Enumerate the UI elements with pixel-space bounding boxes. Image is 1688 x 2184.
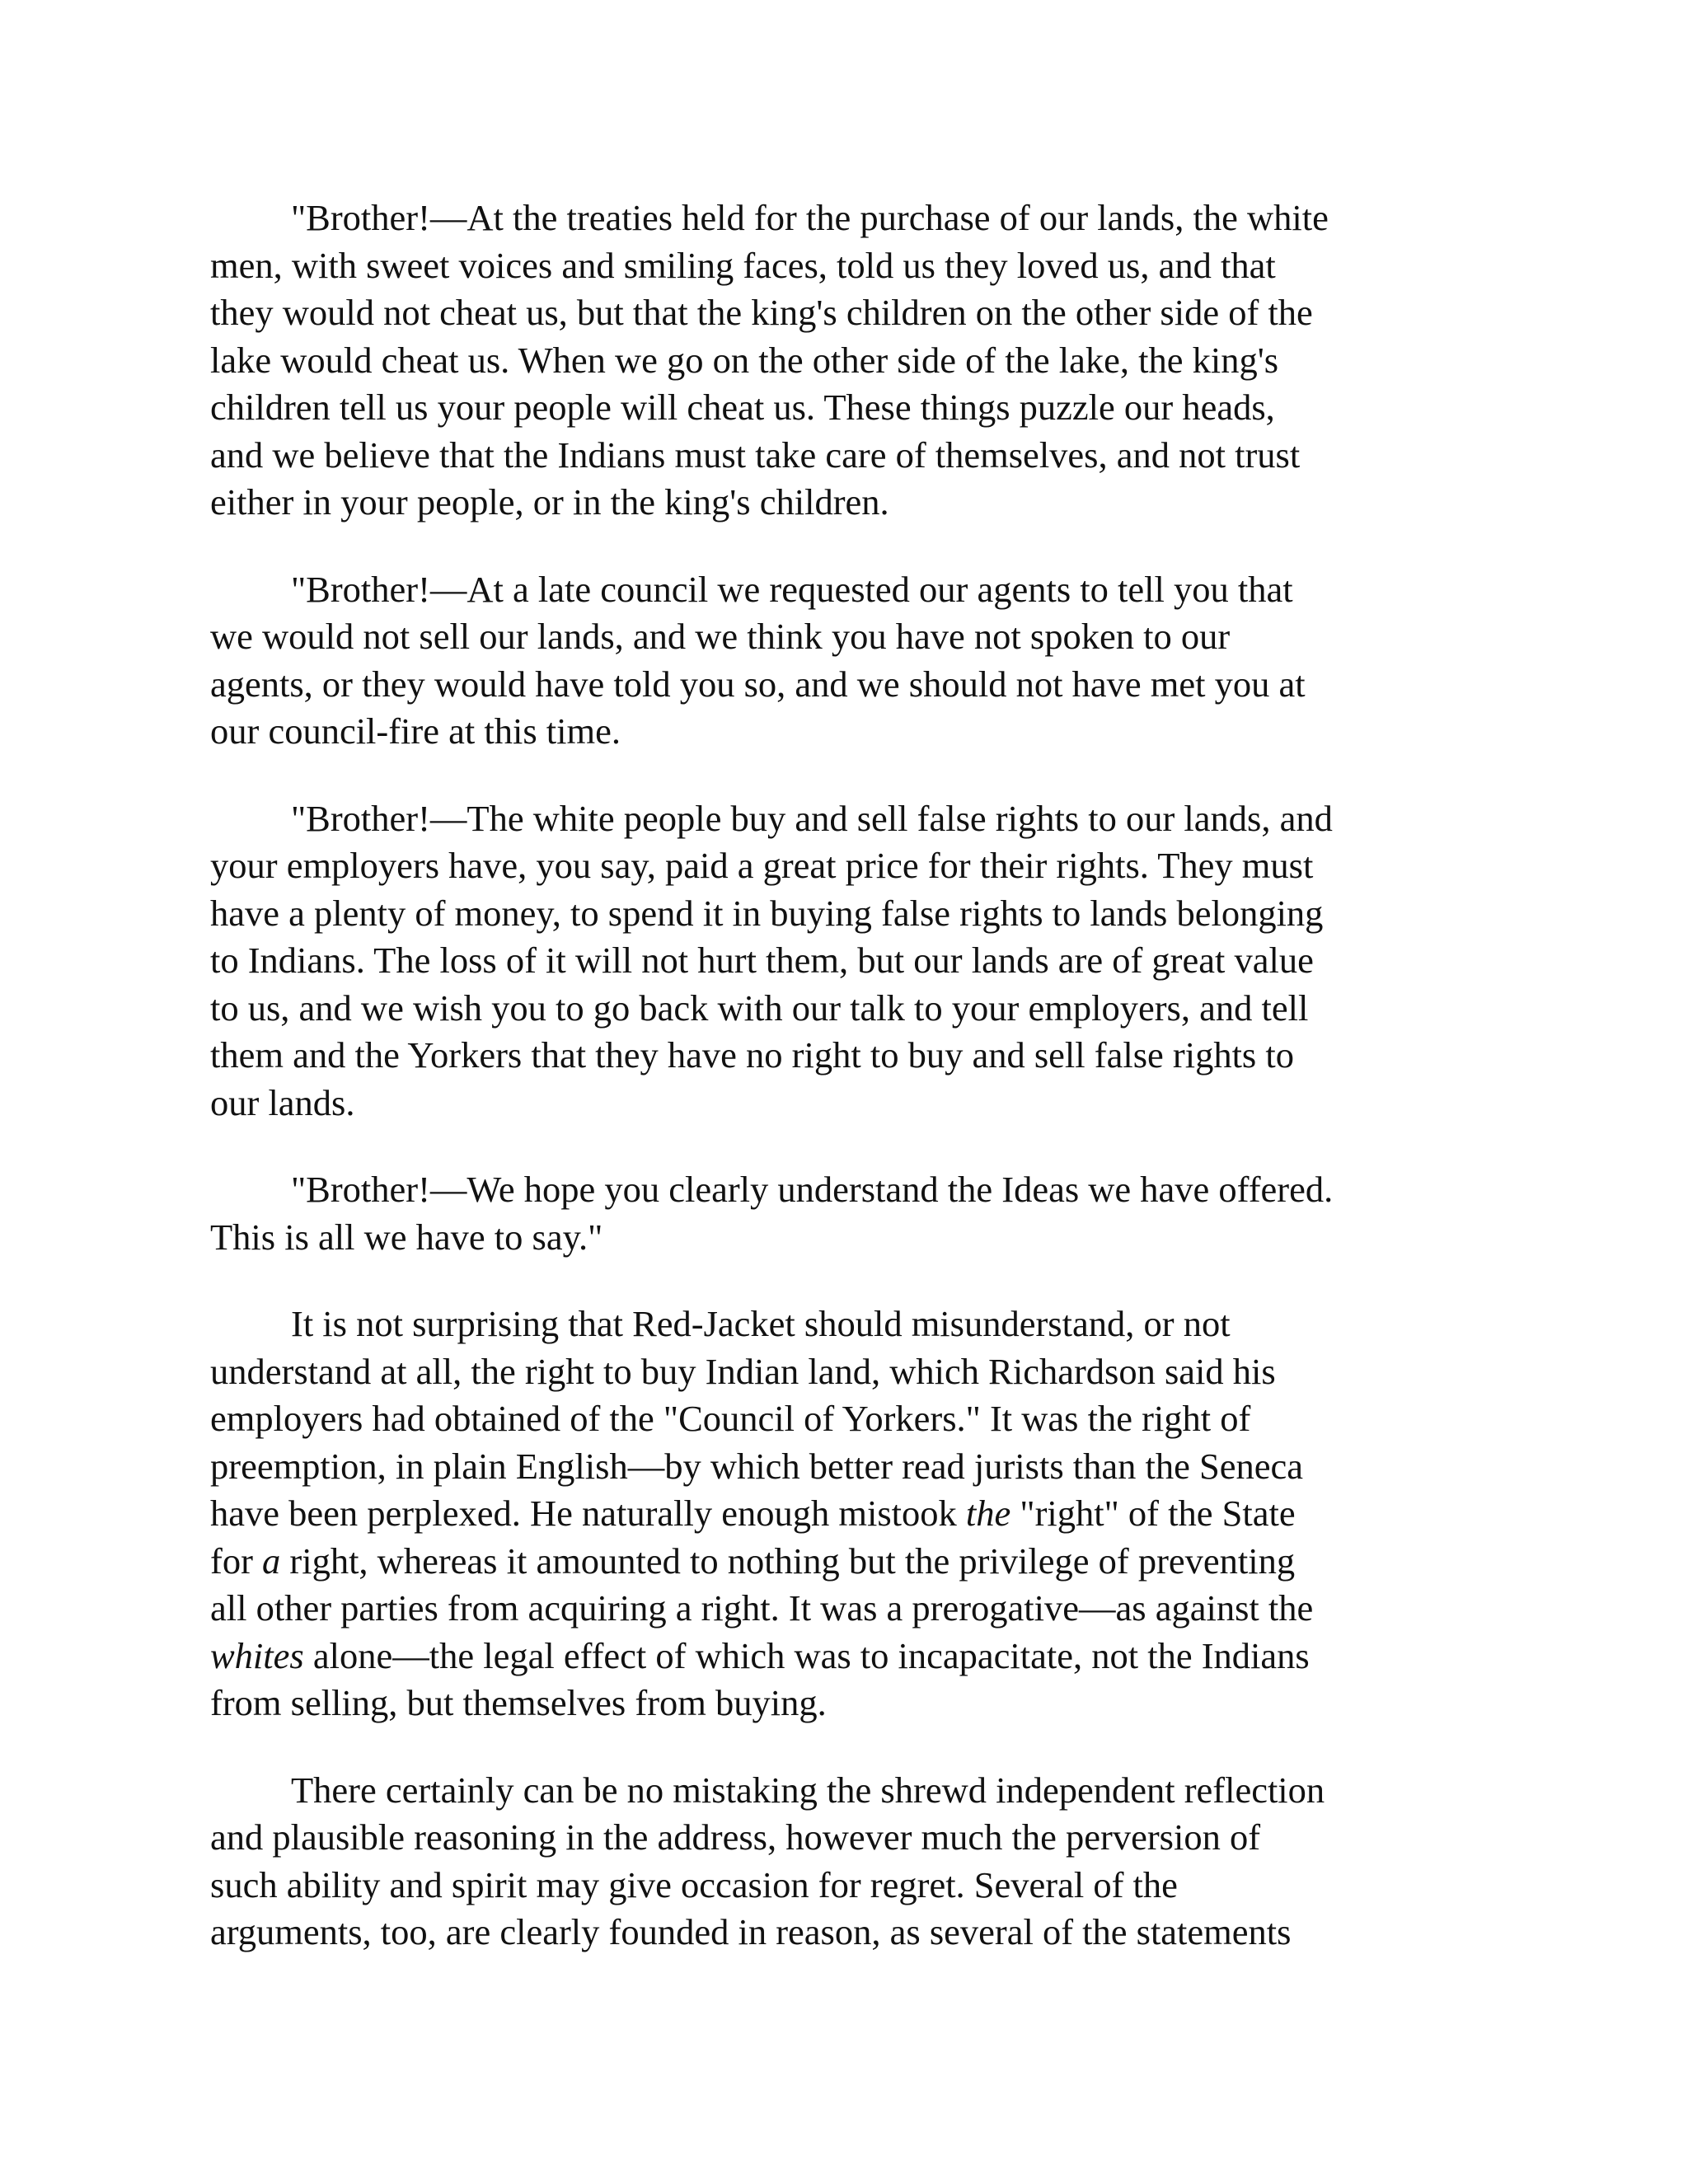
text-line: to Indians. The loss of it will not hurt them, but our lands are of great value: [210, 940, 1314, 981]
text-line: This is all we have to say.": [210, 1216, 603, 1258]
text-run: for: [210, 1540, 263, 1582]
text-line: your employers have, you say, paid a great price for their rights. They must: [210, 845, 1314, 886]
text-line: men, with sweet voices and smiling faces, told us they loved us, and that: [210, 244, 1276, 286]
text-line: [210, 1490, 1488, 1538]
text-line: There certainly can be no mistaking the shrewd independent reflection: [291, 1769, 1325, 1811]
text-line: and plausible reasoning in the address, however much the perversion of: [210, 1816, 1261, 1858]
text-line: understand at all, the right to buy Indian land, which Richardson said his: [210, 1350, 1276, 1392]
text-line: children tell us your people will cheat us. These things puzzle our heads,: [210, 387, 1275, 428]
text-line: all other parties from acquiring a right. It was a prerogative—as against the: [210, 1587, 1314, 1629]
text-line: "Brother!—We hope you clearly understand the Ideas we have offered.: [291, 1169, 1334, 1210]
text-line: to us, and we wish you to go back with our talk to your employers, and tell: [210, 987, 1309, 1029]
italic-run: a: [262, 1540, 281, 1582]
text-line: employers had obtained of the "Council of Yorkers." It was the right of: [210, 1398, 1251, 1439]
text-run: "right" of the State: [1010, 1493, 1296, 1534]
paragraph-2: [210, 566, 1488, 756]
text-line: our council-fire at this time.: [210, 710, 621, 752]
paragraph-6: [210, 1767, 1488, 1957]
paragraph-4: [210, 1166, 1488, 1261]
text-line: "Brother!—At a late council we requested our agents to tell you that: [291, 568, 1293, 610]
italic-run: whites: [210, 1634, 304, 1676]
document-page: [210, 194, 1488, 1996]
text-line: agents, or they would have told you so, and we should not have met you at: [210, 663, 1306, 705]
text-line: we would not sell our lands, and we think you have not spoken to our: [210, 616, 1231, 657]
text-line: such ability and spirit may give occasion for regret. Several of the: [210, 1863, 1178, 1905]
text-line: It is not surprising that Red-Jacket should misunderstand, or not: [291, 1303, 1231, 1344]
text-run: right, whereas it amounted to nothing but the privilege of preventing: [280, 1540, 1296, 1582]
text-line: preemption, in plain English—by which better read jurists than the Seneca: [210, 1445, 1304, 1487]
text-line: have a plenty of money, to spend it in buying false rights to lands belonging: [210, 892, 1324, 934]
text-run: have been perplexed. He naturally enough mistook: [210, 1493, 966, 1534]
text-line: either in your people, or in the king's children.: [210, 481, 889, 523]
text-line: "Brother!—At the treaties held for the purchase of our lands, the white: [291, 197, 1329, 238]
paragraph-5: [210, 1301, 1488, 1727]
text-run: alone—the legal effect of which was to incapacitate, not the Indians: [303, 1634, 1310, 1676]
paragraph-1: [210, 194, 1488, 527]
text-line: arguments, too, are clearly founded in reason, as several of the statements: [210, 1911, 1292, 1952]
italic-run: the: [965, 1493, 1011, 1534]
text-line: [210, 1538, 1488, 1586]
text-line: lake would cheat us. When we go on the other side of the lake, the king's: [210, 339, 1279, 381]
paragraph-3: [210, 795, 1488, 1127]
text-line: and we believe that the Indians must take care of themselves, and not trust: [210, 434, 1301, 476]
text-line: our lands.: [210, 1081, 355, 1123]
text-line: "Brother!—The white people buy and sell false rights to our lands, and: [291, 797, 1333, 839]
text-line: from selling, but themselves from buying.: [210, 1682, 827, 1723]
text-line: [210, 1633, 1488, 1680]
text-line: they would not cheat us, but that the king's children on the other side of the: [210, 292, 1313, 333]
text-line: them and the Yorkers that they have no right to buy and sell false rights to: [210, 1034, 1294, 1076]
